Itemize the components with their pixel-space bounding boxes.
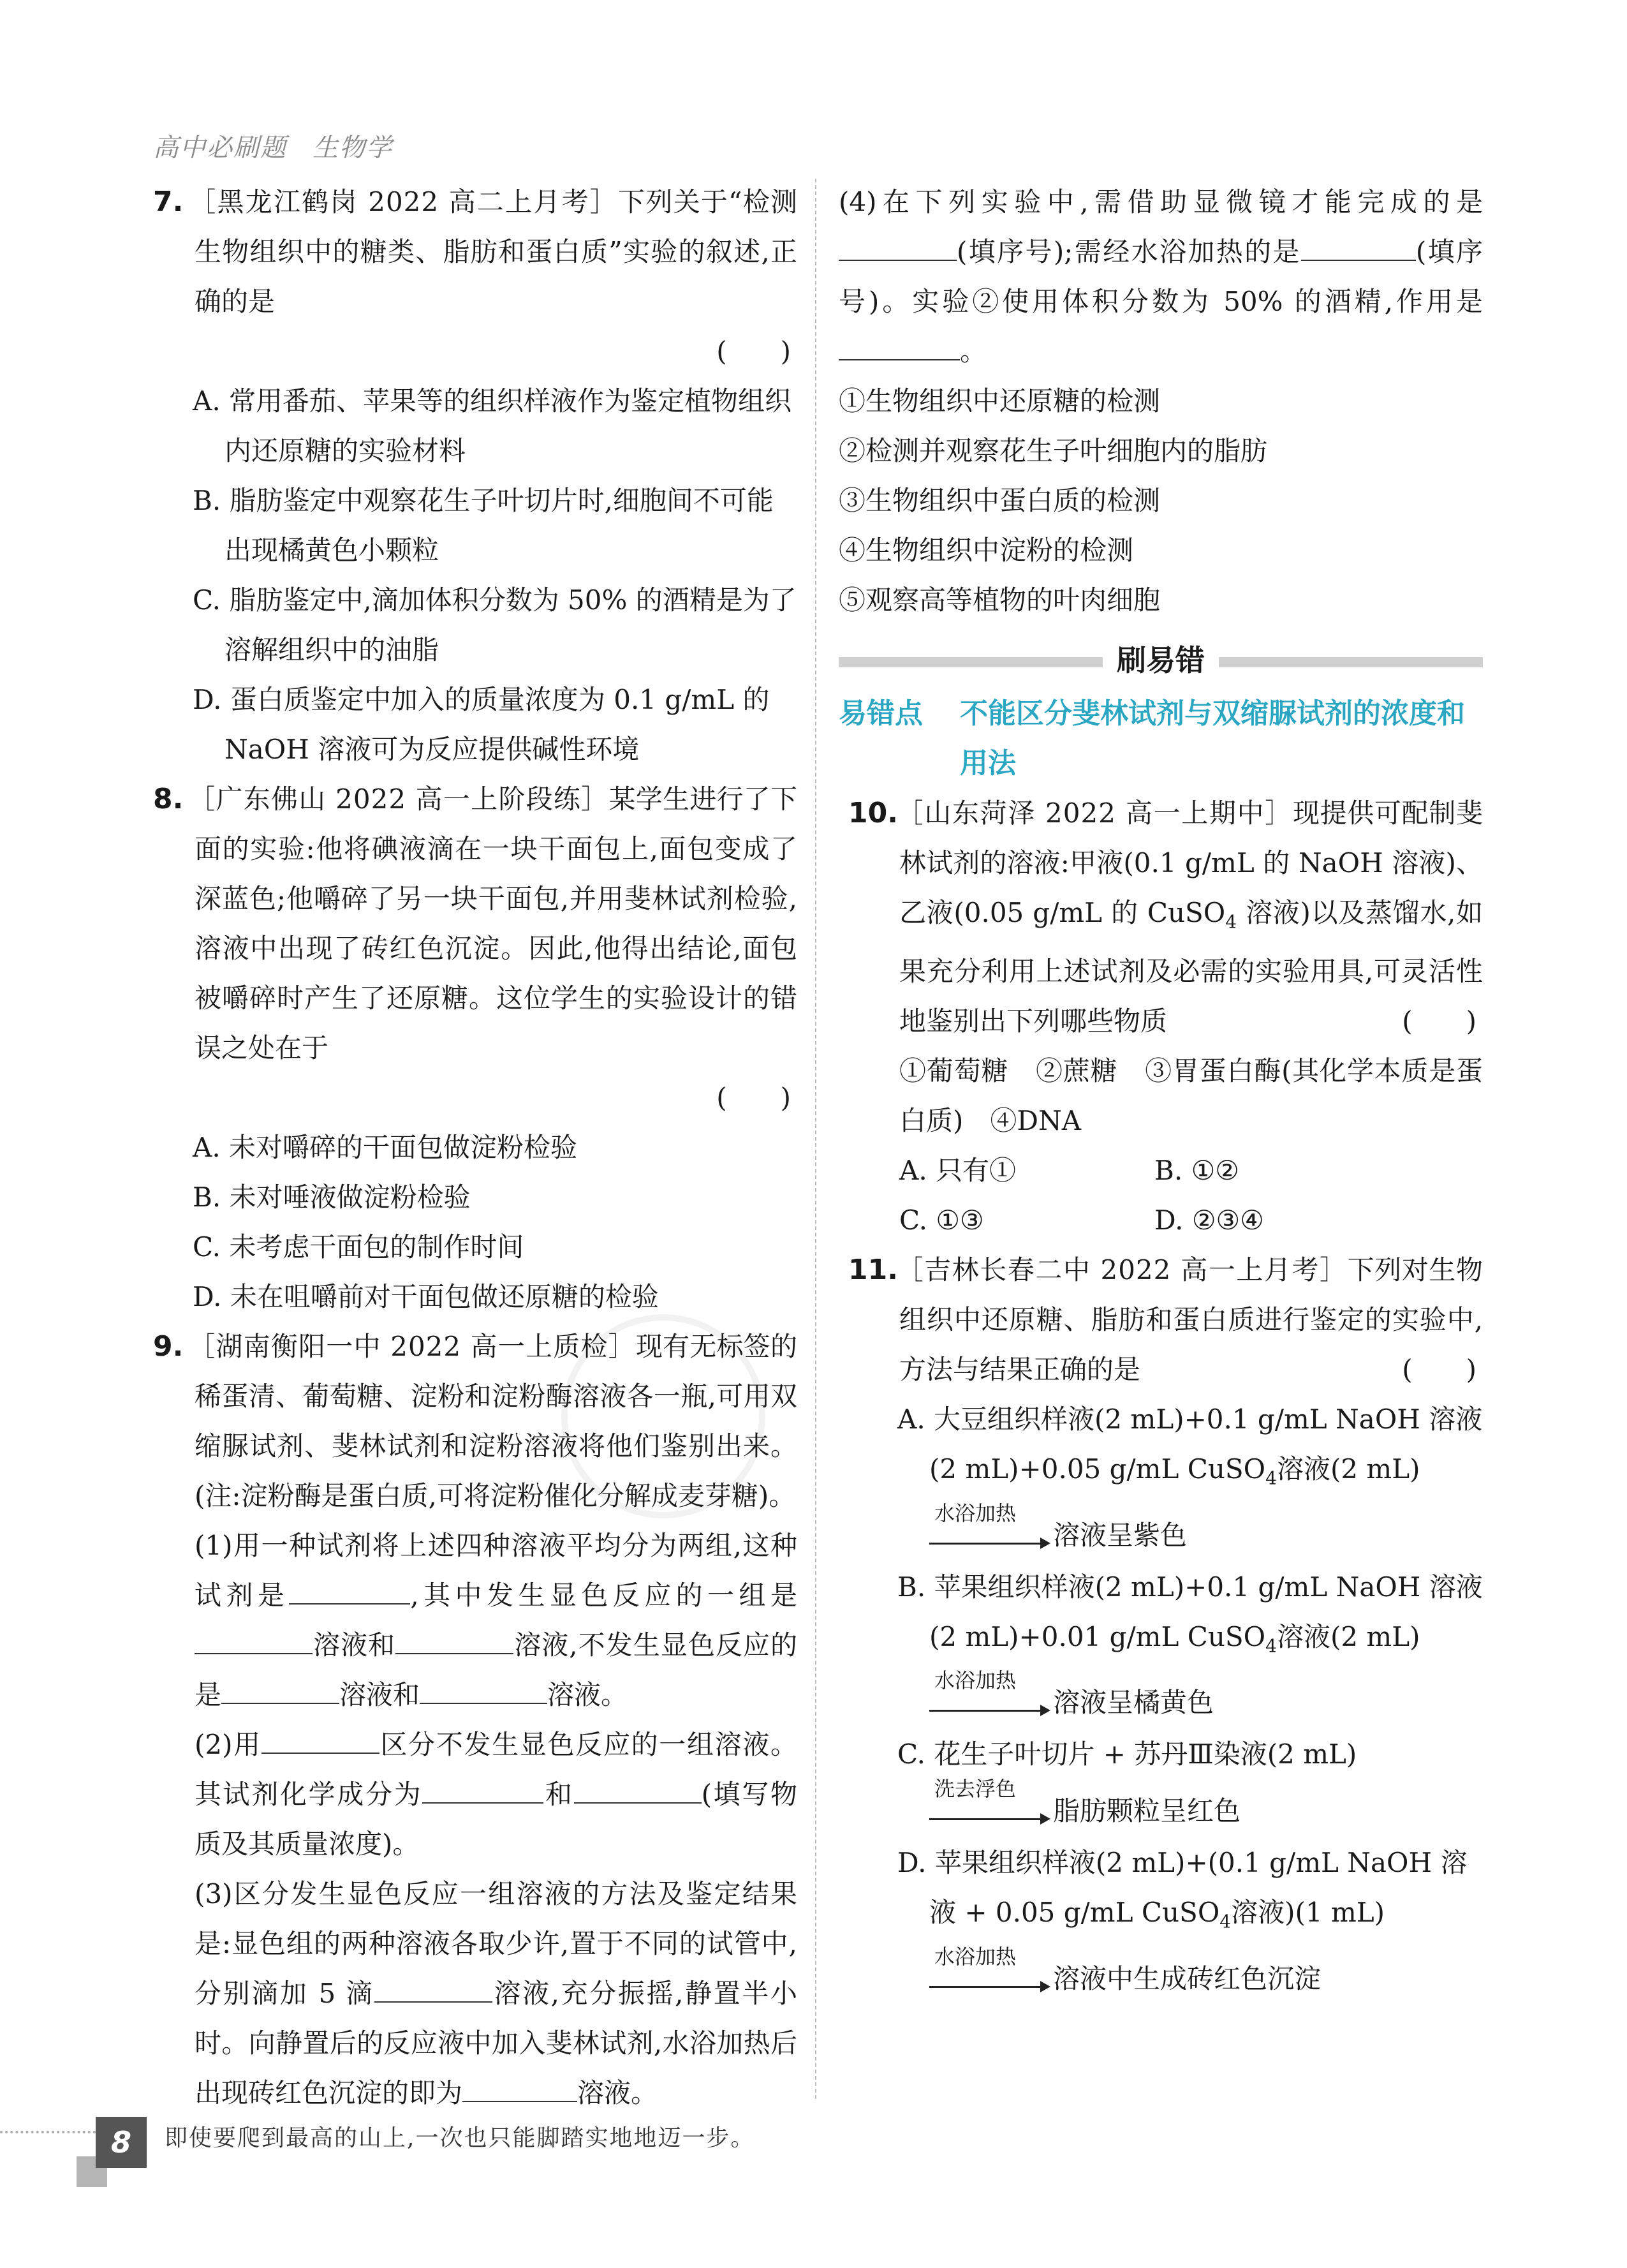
answer-blank[interactable]	[420, 1675, 547, 1704]
experiment-list-item-5: ⑤观察高等植物的叶肉细胞	[839, 584, 1161, 616]
arrow-condition: 水浴加热	[934, 1944, 1017, 1969]
option-b: B. 脂肪鉴定中观察花生子叶切片时,细胞间不可能出现橘黄色小颗粒	[193, 485, 774, 566]
question-number: 10.	[848, 797, 898, 829]
answer-blank[interactable]	[462, 2073, 577, 2102]
question-9	[153, 1322, 797, 2118]
question-number: 8.	[153, 783, 184, 815]
option-b: B. 未对唾液做淀粉检验	[193, 1182, 471, 1213]
question-stem: 下列对生物组织中还原糖、脂肪和蛋白质进行鉴定的实验中,方法与结果正确的是	[899, 1254, 1483, 1386]
option-a: A. 大豆组织样液(2 mL)+0.1 g/mL NaOH 溶液(2 mL)+0.05 g/mL CuSO$_4$溶液(2 mL)	[897, 1404, 1483, 1489]
arrow-condition: 水浴加热	[934, 1501, 1017, 1525]
question-source: ［黑龙江鹤岗 2022 高二上月考］	[188, 186, 619, 218]
option-b: B. 苹果组织样液(2 mL)+0.1 g/mL NaOH 溶液(2 mL)+0.01 g/mL CuSO$_4$溶液(2 mL)	[897, 1571, 1483, 1657]
running-header	[153, 128, 393, 164]
option-result: 溶液呈紫色	[1053, 1519, 1188, 1551]
answer-paren: ( )	[716, 1082, 791, 1113]
answer-blank[interactable]	[839, 331, 960, 360]
reaction-arrow	[929, 1501, 1050, 1550]
answer-blank[interactable]	[221, 1675, 339, 1704]
question-stem: 现有无标签的稀蛋清、葡萄糖、淀粉和淀粉酶溶液各一瓶,可用双缩脲试剂、斐林试剂和淀粉溶液将他们鉴别出来。(注:淀粉酶是蛋白质,可将淀粉催化分解成麦芽糖)。	[195, 1331, 797, 1511]
option-d: D. ②③④	[1154, 1204, 1264, 1236]
question-number: 11.	[848, 1254, 898, 1287]
option-d: D. 苹果组织样液(2 mL)+(0.1 g/mL NaOH 溶液 + 0.05 g/mL CuSO$_4$溶液)(1 mL)	[897, 1847, 1468, 1932]
answer-blank[interactable]	[1301, 232, 1416, 261]
question-stem: 下列关于“检测生物组织中的糖类、脂肪和蛋白质”实验的叙述,正确的是	[195, 186, 797, 317]
part-2: (2)用 区分不发生显色反应的一组溶液。其试剂化学成分为 和 (填写物质及其质量浓度)。	[153, 1720, 797, 1869]
option-c: C. ①③	[899, 1204, 984, 1236]
column-divider	[815, 179, 816, 2099]
question-8	[153, 775, 797, 1322]
part-1: (1)用一种试剂将上述四种溶液平均分为两组,这种试剂是 ,其中发生显色反应的一组是溶液和 溶液,不发生显色反应的是 溶液和 溶液。	[195, 1530, 797, 1710]
experiment-list-item-2: ②检测并观察花生子叶细胞内的脂肪	[839, 435, 1268, 466]
answer-paren: ( )	[1402, 1005, 1476, 1037]
experiment-list-item-1: ①生物组织中还原糖的检测	[839, 385, 1161, 417]
answer-blank[interactable]	[574, 1774, 702, 1804]
answer-paren: ( )	[716, 336, 791, 367]
answer-blank[interactable]	[374, 1973, 492, 2003]
arrow-condition: 水浴加热	[934, 1668, 1017, 1693]
answer-blank[interactable]	[422, 1774, 543, 1804]
footer-motto: 即使要爬到最高的山上,一次也只能脚踏实地地迈一步。	[165, 2125, 755, 2151]
left-column	[153, 177, 797, 2118]
part-3: (3)区分发生显色反应一组溶液的方法及鉴定结果是:显色组的两种溶液各取少许,置于不同的试管中,分别滴加 5 滴 溶液,充分振摇,静置半小时。向静置后的反应液中加入斐林试剂,水浴加热后出现砖红色沉淀的即为 溶液。	[195, 1878, 797, 2109]
option-result: 溶液中生成砖红色沉淀	[1053, 1962, 1321, 1994]
question-7	[153, 177, 797, 775]
question-9-part-4: (4)在下列实验中,需借助显微镜才能完成的是(填序号);需经水浴加热的是 (填序号)。实验②使用体积分数为 50% 的酒精,作用是。	[839, 186, 1483, 367]
option-c: C. 花生子叶切片 + 苏丹Ⅲ染液(2 mL)	[897, 1738, 1357, 1770]
answer-blank[interactable]	[195, 1625, 313, 1654]
option-c: C. 脂肪鉴定中,滴加体积分数为 50% 的酒精是为了溶解组织中的油脂	[193, 584, 797, 665]
reaction-arrow	[929, 1777, 1050, 1826]
question-number: 7.	[153, 186, 184, 218]
footer-dots	[0, 2131, 96, 2133]
question-10: 10.［山东菏泽 2022 高一上期中］现提供可配制斐林试剂的溶液:甲液(0.1 g/mL 的 NaOH 溶液)、乙液(0.05 g/mL 的 CuSO$_4$ 溶液)以及蒸馏水,如果充分利用上述试剂及必需的实验用具,可灵活性地鉴别出下列哪些物质 ( ) ①葡萄糖 ②蔗糖 ③胃蛋白酶(其化学本质是蛋白质) ④DNA A. 只有① B. ①② C. ①③ D. ②③④	[839, 789, 1483, 1245]
reaction-arrow	[929, 1944, 1050, 1994]
question-source: ［广东佛山 2022 高一上阶段练］	[188, 783, 609, 815]
section-title: 刷易错	[1103, 638, 1219, 683]
experiment-list-item-4: ④生物组织中淀粉的检测	[839, 535, 1134, 566]
option-a: A. 未对嚼碎的干面包做淀粉检验	[193, 1132, 578, 1163]
answer-blank[interactable]	[261, 1724, 379, 1754]
subject-title: 生物学	[313, 133, 393, 163]
option-a: A. 只有①	[899, 1155, 1017, 1187]
answer-blank[interactable]	[395, 1625, 513, 1654]
pitfall-text: 不能区分斐林试剂与双缩脲试剂的浓度和用法	[960, 697, 1465, 780]
question-source: ［湖南衡阳一中 2022 高一上质检］	[188, 1331, 636, 1362]
arrow-condition: 洗去浮色	[934, 1777, 1017, 1802]
pitfall-tag: 易错点	[839, 697, 923, 730]
section-divider	[839, 638, 1483, 683]
option-b: B. ①②	[1154, 1155, 1239, 1187]
question-source: ［吉林长春二中 2022 高一上月考］	[896, 1254, 1348, 1286]
answer-blank[interactable]	[289, 1575, 410, 1605]
option-result: 脂肪颗粒呈红色	[1053, 1795, 1241, 1827]
option-c: C. 未考虑干面包的制作时间	[193, 1231, 524, 1263]
question-number: 9.	[153, 1330, 184, 1363]
book-title: 高中必刷题	[153, 133, 287, 163]
option-d: D. 蛋白质鉴定中加入的质量浓度为 0.1 g/mL 的 NaOH 溶液可为反应提供碱性环境	[193, 684, 770, 765]
reaction-arrow	[929, 1668, 1050, 1717]
pitfall-heading	[839, 689, 1483, 789]
substance-list: ①葡萄糖 ②蔗糖 ③胃蛋白酶(其化学本质是蛋白质) ④DNA	[899, 1055, 1483, 1137]
right-column	[839, 177, 1483, 2006]
page-number: 8	[96, 2117, 147, 2168]
question-11	[839, 1245, 1483, 2005]
option-d: D. 未在咀嚼前对干面包做还原糖的检验	[193, 1281, 659, 1312]
experiment-list-item-3: ③生物组织中蛋白质的检测	[839, 485, 1161, 516]
question-source: ［山东菏泽 2022 高一上期中］	[896, 797, 1293, 829]
answer-blank[interactable]	[839, 232, 957, 261]
option-result: 溶液呈橘黄色	[1053, 1687, 1214, 1719]
answer-paren: ( )	[1402, 1354, 1476, 1386]
question-stem: 某学生进行了下面的实验:他将碘液滴在一块干面包上,面包变成了深蓝色;他嚼碎了另一块干面包,并用斐林试剂检验,溶液中出现了砖红色沉淀。因此,他得出结论,面包被嚼碎时产生了还原糖。这位学生的实验设计的错误之处在于	[195, 783, 797, 1064]
option-a: A. 常用番茄、苹果等的组织样液作为鉴定植物组织内还原糖的实验材料	[193, 385, 792, 466]
